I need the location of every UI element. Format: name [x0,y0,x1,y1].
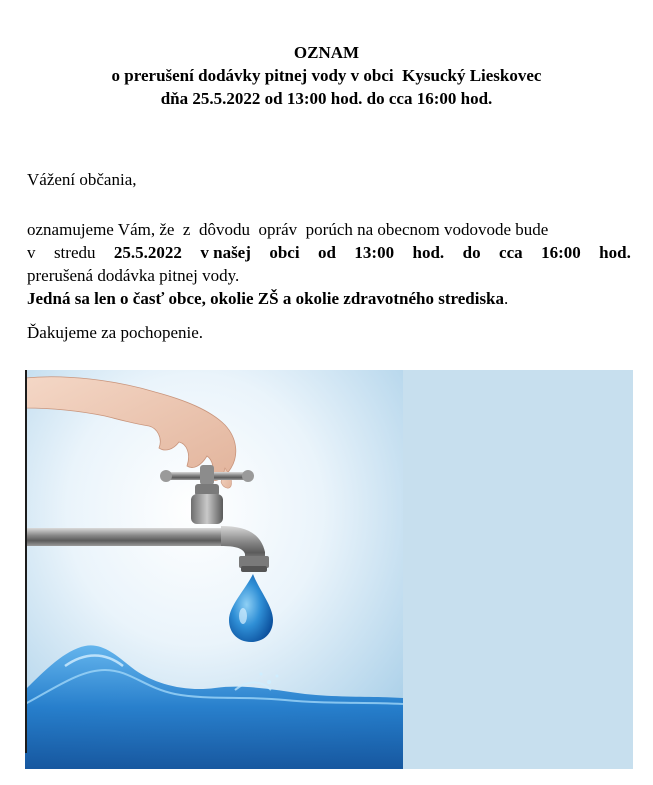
faucet-illustration [25,370,403,769]
word: obci [269,243,300,262]
word: hod. [599,243,631,262]
illustration-panel [25,370,633,769]
word: cca [499,243,523,262]
word: hod. [412,243,445,262]
word-end-time: 16:00 [541,243,581,262]
notice-body [27,218,631,310]
body-line-1: oznamujeme Vám, že z dôvodu opráv porúch na obecnom vodovode bude [27,220,549,239]
bold-statement-period: . [504,289,509,308]
body-line-2 [27,241,631,264]
faucet-photo [25,370,403,769]
image-edge-line [25,370,27,753]
word: stredu [53,243,96,262]
bold-statement-text: Jedná sa len o časť obce, okolie ZŠ a okolie zdravotného strediska [27,289,505,308]
thanks-line: Ďakujeme za pochopenie. [27,323,204,342]
notice-subtitle: o prerušení dodávky pitnej vody v obci Kysucký Lieskovec [111,66,542,85]
word-date: 25.5.2022 [113,243,182,262]
notice-heading [0,41,653,110]
notice-title: OZNAM [293,43,360,62]
bold-statement [27,287,631,310]
salutation: Vážení občania, [27,170,137,189]
word: od [318,243,336,262]
word: v [27,243,36,262]
word: v našej [200,243,251,262]
word: do [462,243,481,262]
word-start-time: 13:00 [354,243,395,262]
notice-date-line: dňa 25.5.2022 od 13:00 hod. do cca 16:00 hod. [160,89,493,108]
body-line-3: prerušená dodávka pitnej vody. [27,266,240,285]
